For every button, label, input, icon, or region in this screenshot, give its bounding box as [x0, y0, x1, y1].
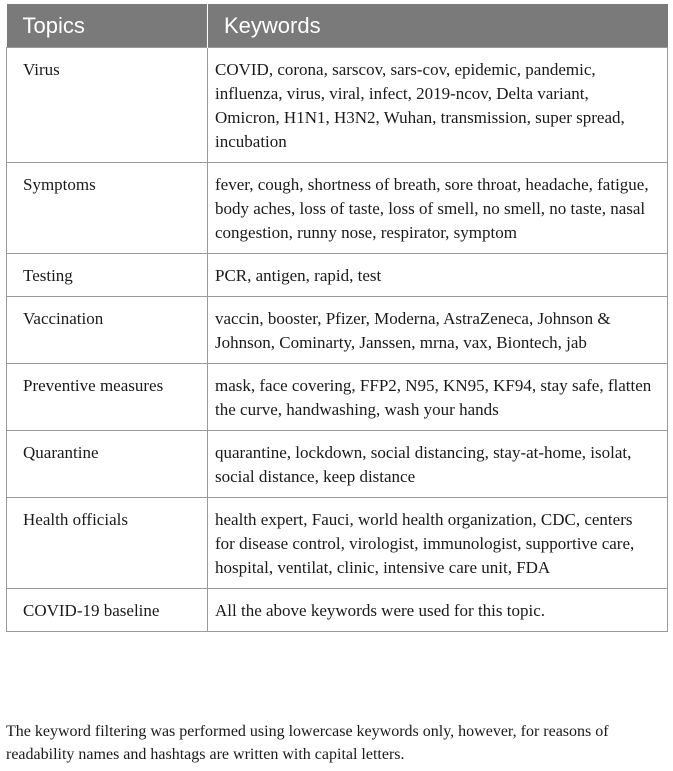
table-row [7, 163, 668, 254]
table-row [7, 498, 668, 589]
keywords-cell: health expert, Fauci, world health organization, CDC, centers for disease control, virologist, immunologist, supportive care, hospital, ventilat, clinic, intensive care unit, FDA [208, 498, 668, 589]
keywords-table-container [6, 4, 667, 632]
keywords-cell: quarantine, lockdown, social distancing, stay-at-home, isolat, social distance, keep distance [208, 431, 668, 498]
table-row [7, 364, 668, 431]
topic-cell: Health officials [7, 498, 208, 589]
topic-cell: Quarantine [7, 431, 208, 498]
topic-cell: Symptoms [7, 163, 208, 254]
table-row [7, 589, 668, 632]
keywords-cell: fever, cough, shortness of breath, sore throat, headache, fatigue, body aches, loss of taste, loss of smell, no smell, no taste, nasal congestion, runny nose, respirator, symptom [208, 163, 668, 254]
header-row [7, 4, 668, 48]
topic-cell: Vaccination [7, 297, 208, 364]
keywords-cell: PCR, antigen, rapid, test [208, 254, 668, 297]
keywords-cell: All the above keywords were used for this topic. [208, 589, 668, 632]
table-row [7, 254, 668, 297]
keywords-cell: mask, face covering, FFP2, N95, KN95, KF94, stay safe, flatten the curve, handwashing, wash your hands [208, 364, 668, 431]
topic-cell: COVID-19 baseline [7, 589, 208, 632]
topic-cell: Preventive measures [7, 364, 208, 431]
table-row [7, 431, 668, 498]
header-keywords: Keywords [208, 4, 668, 48]
table-row [7, 48, 668, 163]
table-row [7, 297, 668, 364]
keywords-cell: vaccin, booster, Pfizer, Moderna, AstraZeneca, Johnson & Johnson, Cominarty, Janssen, mrna, vax, Biontech, jab [208, 297, 668, 364]
header-topics: Topics [7, 4, 208, 48]
table-footnote: The keyword filtering was performed using lowercase keywords only, however, for reasons of readability names and hashtags are written with capital letters. [6, 723, 609, 763]
topic-cell: Testing [7, 254, 208, 297]
topic-cell: Virus [7, 48, 208, 163]
keywords-cell: COVID, corona, sarscov, sars-cov, epidemic, pandemic, influenza, virus, viral, infect, 2019-ncov, Delta variant, Omicron, H1N1, H3N2, Wuhan, transmission, super spread, incubation [208, 48, 668, 163]
keywords-table [6, 4, 668, 632]
